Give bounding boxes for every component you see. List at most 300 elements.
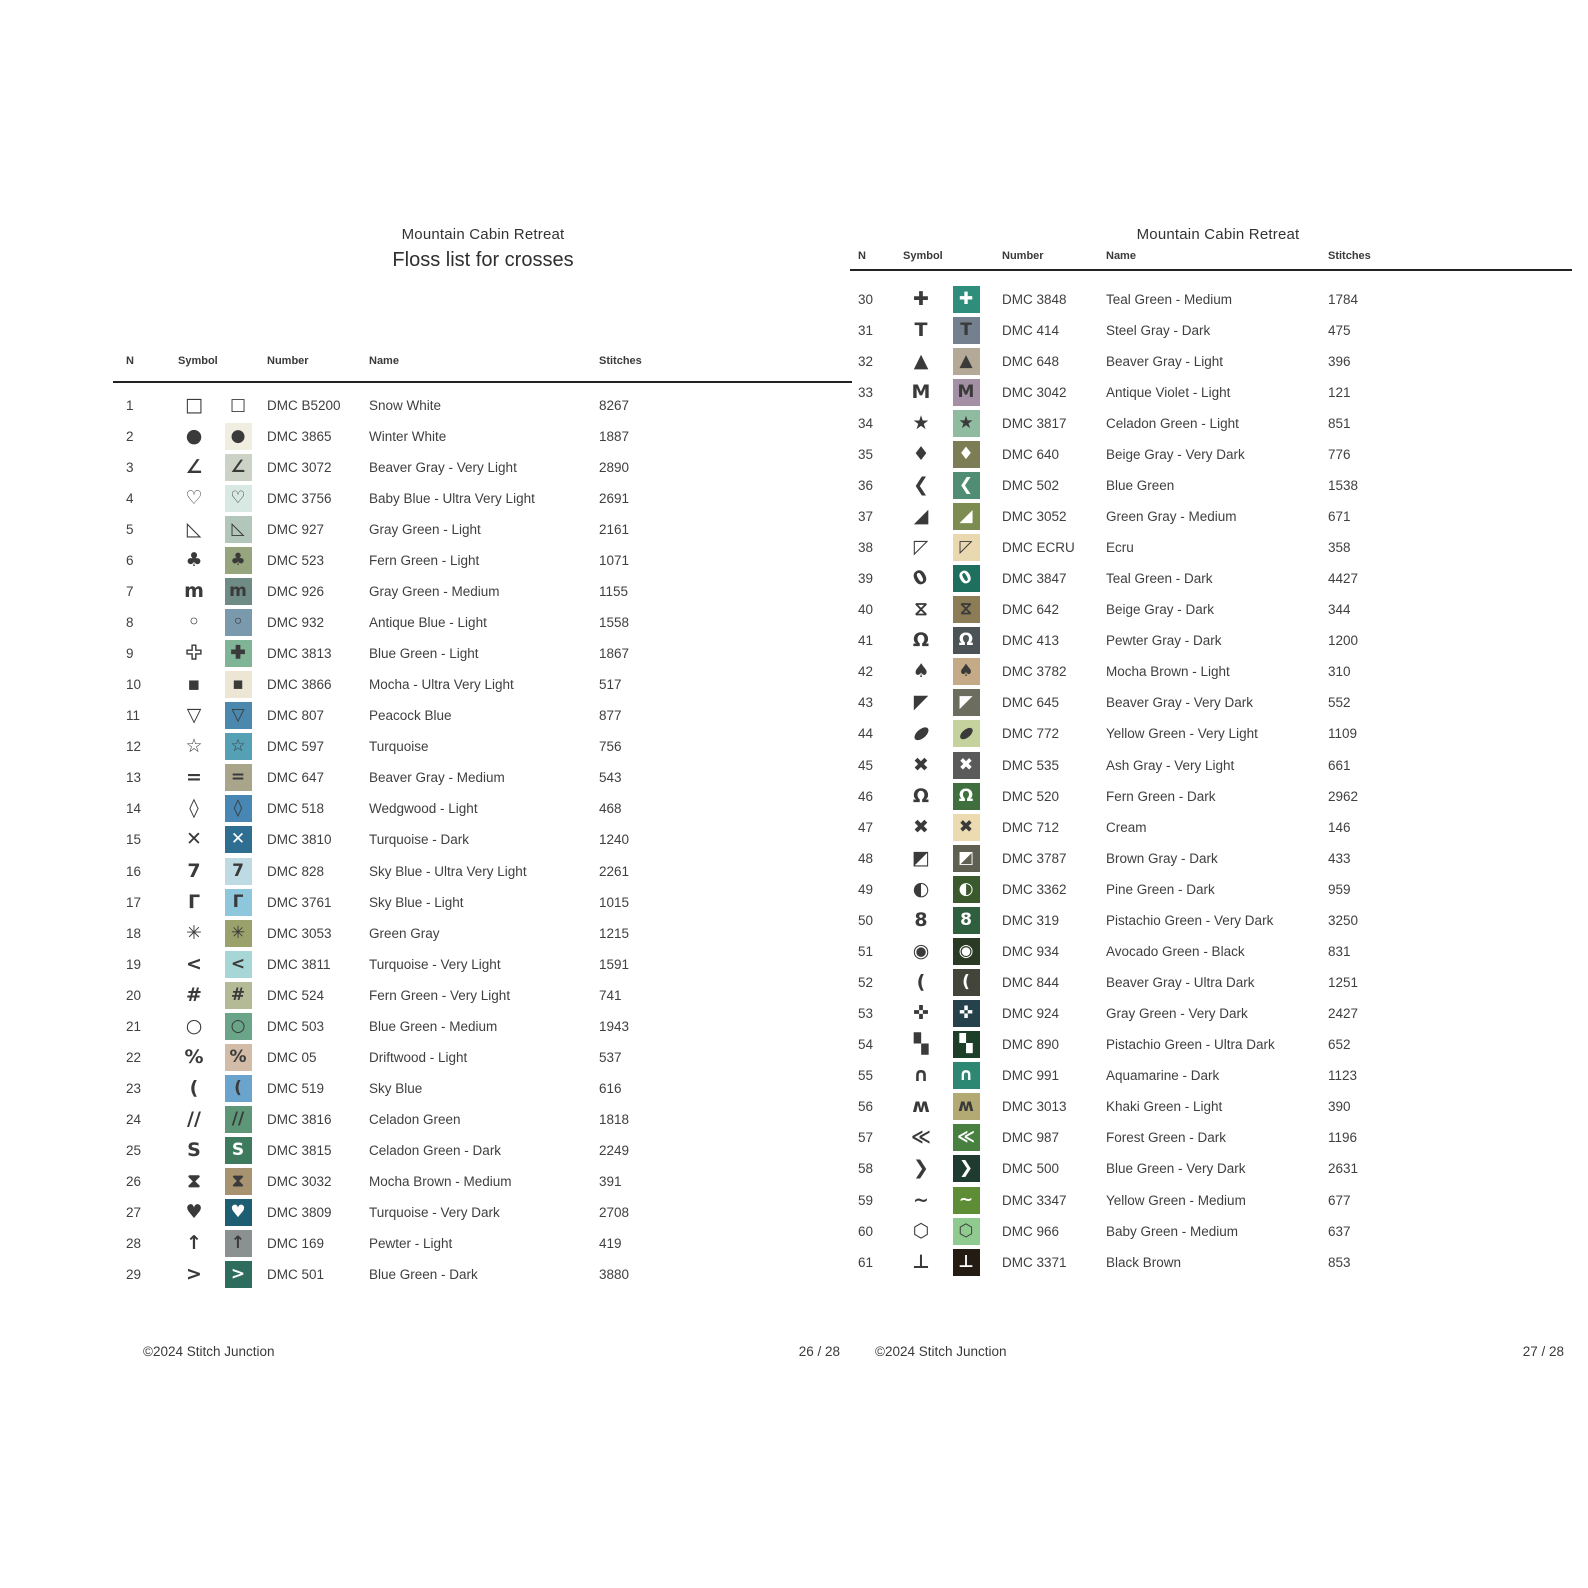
stitch-symbol-glyph: ○ [185,1014,203,1037]
row-number: 35 [858,446,874,462]
floss-name: Turquoise - Dark [369,832,470,848]
stitch-count: 1123 [1328,1068,1358,1084]
stitch-count: 2708 [599,1205,630,1221]
table-row [0,346,1588,377]
row-number: 3 [126,459,134,475]
floss-number: DMC 640 [1002,446,1060,462]
row-number: 55 [858,1068,874,1084]
stitch-symbol [899,812,943,843]
swatch-symbol-glyph: 0 [955,566,976,590]
swatch-symbol-glyph: ◉ [958,940,974,961]
table-row [0,284,1588,315]
stitch-symbol [899,656,943,687]
table-row [0,501,1588,532]
stitch-count: 652 [1328,1037,1351,1053]
row-number: 4 [126,490,134,506]
color-swatch [953,596,980,623]
swatch-symbol-glyph: // [231,1109,245,1130]
stitch-count: 831 [1328,943,1351,959]
color-swatch [953,565,980,592]
swatch-symbol-glyph: Ω [958,785,974,806]
stitch-symbol [899,781,943,812]
stitch-count: 433 [1328,850,1351,866]
stitch-count: 8267 [599,397,630,413]
row-number: 38 [858,540,874,556]
stitch-count: 2261 [599,863,630,879]
left-page-title: Mountain Cabin Retreat [401,226,565,243]
floss-number: DMC 3053 [267,925,332,941]
floss-name: Beaver Gray - Very Dark [1106,695,1254,711]
stitch-count: 1558 [599,614,630,630]
floss-number: DMC 3782 [1002,664,1067,680]
row-number: 14 [126,801,142,817]
row-number: 48 [858,850,874,866]
floss-name: Snow White [369,397,442,413]
floss-number: DMC 169 [267,1236,325,1252]
stitch-symbol [899,1153,943,1184]
floss-number: DMC 3761 [267,894,332,910]
row-number: 25 [126,1143,142,1159]
floss-name: Green Gray - Medium [1106,508,1237,524]
floss-name: Black Brown [1106,1254,1182,1270]
row-number: 53 [858,1006,874,1022]
floss-number: DMC 3866 [267,677,332,693]
stitch-count: 1071 [599,552,630,568]
row-number: 44 [858,726,874,742]
floss-name: Celadon Green [369,1112,461,1128]
floss-name: Sky Blue - Light [369,894,464,910]
table-row [0,1185,1588,1216]
stitch-symbol [899,843,943,874]
stitch-count: 851 [1328,415,1351,431]
floss-name: Beaver Gray - Very Light [369,459,517,475]
swatch-symbol-glyph: ✕ [230,829,246,850]
floss-number: DMC 502 [1002,477,1060,493]
stitch-symbol-glyph: ♠ [912,660,930,683]
stitch-symbol [899,439,943,470]
floss-name: Beaver Gray - Light [1106,353,1224,369]
row-number: 31 [858,322,874,338]
stitch-count: 1251 [1328,975,1359,991]
color-swatch [953,534,980,561]
stitch-count: 358 [1328,540,1351,556]
row-number: 32 [858,353,874,369]
stitch-count: 3250 [1328,912,1359,928]
color-swatch [953,1031,980,1058]
floss-number: DMC 645 [1002,695,1060,711]
table-row [0,750,1588,781]
table-row [0,718,1588,749]
stitch-symbol-glyph: ❮ [913,473,929,496]
floss-number: DMC 3371 [1002,1254,1067,1270]
floss-number: DMC 413 [1002,633,1060,649]
color-swatch [953,348,980,375]
table-row [0,812,1588,843]
floss-name: Driftwood - Light [369,1049,468,1065]
stitch-count: 2691 [599,490,630,506]
stitch-symbol-glyph: ⧖ [914,598,928,621]
swatch-symbol-glyph: ◊ [233,798,243,819]
color-swatch [953,410,980,437]
color-swatch [953,938,980,965]
stitch-symbol-glyph: ◦ [187,610,201,633]
row-number: 21 [126,1018,142,1034]
row-number: 8 [126,614,134,630]
floss-name: Yellow Green - Medium [1106,1192,1246,1208]
table-row [0,594,1588,625]
floss-name: Baby Blue - Ultra Very Light [369,490,535,506]
row-number: 45 [858,757,874,773]
stitch-symbol-glyph: ✕ [186,828,202,851]
stitch-count: 671 [1328,508,1351,524]
color-swatch [953,845,980,872]
swatch-symbol-glyph: < [230,953,246,974]
floss-name: Beaver Gray - Medium [369,770,505,786]
stitch-symbol-glyph: ▚ [913,1033,929,1056]
stitch-count: 1109 [1328,726,1358,742]
row-number: 23 [126,1081,142,1097]
stitch-symbol-glyph: □ [185,393,203,416]
stitch-count: 1784 [1328,291,1359,307]
swatch-symbol-glyph: ◩ [957,847,975,868]
stitch-symbol [899,1122,943,1153]
row-number: 59 [858,1192,874,1208]
row-number: 43 [858,695,874,711]
stitch-count: 468 [599,801,622,817]
stitch-count: 391 [599,1174,622,1190]
row-number: 41 [858,633,874,649]
color-swatch [953,876,980,903]
stitch-symbol [899,408,943,439]
right-footer-page-number: 27 / 28 [1522,1344,1564,1359]
row-number: 51 [858,943,874,959]
table-row [0,315,1588,346]
swatch-symbol-glyph: Γ [232,891,244,912]
floss-name: Turquoise - Very Light [369,956,501,972]
stitch-count: 1538 [1328,477,1359,493]
floss-number: DMC 772 [1002,726,1060,742]
floss-name: Celadon Green - Light [1106,415,1239,431]
stitch-symbol-glyph: Ω [912,629,930,652]
row-number: 60 [858,1223,874,1239]
floss-name: Fern Green - Light [369,552,480,568]
color-swatch [953,317,980,344]
swatch-symbol-glyph: T [960,319,972,340]
stitch-symbol-glyph: ✚ [913,287,929,310]
right-header-number: Number [1002,250,1044,262]
stitch-symbol-glyph: ◐ [912,877,930,900]
stitch-symbol-glyph: S [187,1139,201,1162]
swatch-symbol-glyph: ✚ [230,643,246,664]
table-row [0,874,1588,905]
stitch-symbol [899,1060,943,1091]
stitch-count: 310 [1328,664,1351,680]
table-row [0,1122,1588,1153]
right-header-stitches: Stitches [1328,250,1371,262]
row-number: 6 [126,552,134,568]
floss-number: DMC 828 [267,863,325,879]
row-number: 28 [126,1236,142,1252]
swatch-symbol-glyph: ∩ [959,1065,973,1086]
swatch-symbol-glyph: □ [229,394,247,415]
floss-name: Wedgwood - Light [369,801,478,817]
floss-number: DMC 519 [267,1081,325,1097]
table-row [0,781,1588,812]
row-number: 9 [126,646,134,662]
stitch-symbol-glyph: = [186,766,202,789]
swatch-symbol-glyph: ( [962,972,970,993]
right-header-symbol: Symbol [903,250,943,262]
stitch-symbol [899,625,943,656]
table-row [0,936,1588,967]
stitch-symbol-glyph: ✳ [186,921,202,944]
floss-number: DMC 890 [1002,1037,1060,1053]
stitch-count: 1943 [599,1018,630,1034]
stitch-symbol-glyph: ∠ [185,455,203,478]
left-header-n: N [126,355,134,367]
row-number: 46 [858,788,874,804]
stitch-count: 4427 [1328,571,1359,587]
table-row [0,656,1588,687]
stitch-symbol [899,284,943,315]
left-footer-page-number: 26 / 28 [798,1344,840,1359]
color-swatch [953,1187,980,1214]
floss-name: Turquoise - Very Dark [369,1205,500,1221]
row-number: 52 [858,975,874,991]
stitch-symbol-glyph: ♦ [912,442,930,465]
swatch-symbol-glyph: > [230,1264,246,1285]
floss-name: Winter White [369,428,447,444]
stitch-count: 1591 [599,956,630,972]
table-row [0,843,1588,874]
swatch-symbol-glyph: S [231,1140,245,1161]
table-row [0,439,1588,470]
table-row [0,1091,1588,1122]
stitch-symbol [899,874,943,905]
stitch-symbol-glyph: 8 [914,908,928,931]
floss-name: Green Gray [369,925,440,941]
stitch-count: 677 [1328,1192,1351,1208]
stitch-symbol-glyph: < [186,952,202,975]
stitch-symbol-glyph: ↑ [186,1232,202,1255]
swatch-symbol-glyph: 8 [960,909,972,930]
swatch-symbol-glyph: ▚ [959,1034,973,1055]
floss-name: Forest Green - Dark [1106,1130,1227,1146]
floss-name: Fern Green - Dark [1106,788,1216,804]
floss-name: Khaki Green - Light [1106,1099,1223,1115]
row-number: 54 [858,1037,874,1053]
stitch-symbol-glyph: Ω [912,784,930,807]
floss-name: Beige Gray - Dark [1106,602,1215,618]
row-number: 19 [126,956,142,972]
swatch-symbol-glyph: ( [234,1078,242,1099]
table-row [0,905,1588,936]
floss-number: DMC 3809 [267,1205,332,1221]
color-swatch [953,1249,980,1276]
stitch-symbol-glyph: ✖ [913,753,929,776]
stitch-count: 1155 [599,583,629,599]
stitch-symbol-glyph: ★ [912,411,930,434]
stitch-count: 121 [1328,384,1351,400]
swatch-symbol-glyph: ✚ [958,288,974,309]
right-header-name: Name [1106,250,1136,262]
floss-number: DMC 3813 [267,646,332,662]
stitch-count: 2962 [1328,788,1359,804]
swatch-symbol-glyph: ★ [958,412,974,433]
floss-number: DMC 500 [1002,1161,1060,1177]
stitch-symbol [899,1029,943,1060]
swatch-symbol-glyph: ◢ [959,505,973,526]
floss-number: DMC 991 [1002,1068,1060,1084]
table-row [0,967,1588,998]
floss-name: Pistachio Green - Ultra Dark [1106,1037,1275,1053]
floss-name: Sky Blue - Ultra Very Light [369,863,527,879]
color-swatch [953,503,980,530]
stitch-symbol-glyph: ♡ [185,486,203,509]
floss-name: Yellow Green - Very Light [1106,726,1258,742]
stitch-count: 1887 [599,428,630,444]
row-number: 11 [126,708,141,724]
swatch-symbol-glyph: ❮ [958,474,974,495]
stitch-symbol-glyph: ❯ [913,1157,929,1180]
floss-name: Teal Green - Medium [1106,291,1233,307]
row-number: 47 [858,819,874,835]
floss-name: Teal Green - Dark [1106,571,1213,587]
swatch-symbol-glyph: ◤ [959,692,973,713]
stitch-symbol-glyph: m [184,579,204,602]
stitch-symbol-glyph: ✜ [913,1002,929,1025]
table-row [0,1247,1588,1278]
floss-name: Ash Gray - Very Light [1106,757,1235,773]
stitch-symbol-glyph: T [914,318,928,341]
table-row [0,408,1588,439]
row-number: 33 [858,384,874,400]
row-number: 1 [126,397,134,413]
stitch-symbol-glyph: ☆ [185,735,203,758]
floss-name: Avocado Green - Black [1106,943,1245,959]
row-number: 34 [858,415,874,431]
row-number: 40 [858,602,874,618]
swatch-symbol-glyph: ✖ [958,754,974,775]
swatch-symbol-glyph: M [957,381,975,402]
stitch-symbol [899,998,943,1029]
row-number: 39 [858,571,874,587]
floss-number: DMC 807 [267,708,325,724]
row-number: 18 [126,925,142,941]
stitch-symbol-glyph: ✚ [186,642,202,665]
floss-number: DMC 518 [267,801,325,817]
floss-number: DMC 3848 [1002,291,1067,307]
row-number: 50 [858,912,874,928]
floss-number: DMC 3811 [267,956,331,972]
color-swatch [953,969,980,996]
floss-name: Blue Green - Light [369,646,479,662]
stitch-count: 2631 [1328,1161,1359,1177]
floss-number: DMC 647 [267,770,325,786]
stitch-count: 877 [599,708,622,724]
floss-name: Steel Gray - Dark [1106,322,1211,338]
right-footer-copyright: ©2024 Stitch Junction [875,1344,1007,1359]
floss-number: DMC 924 [1002,1006,1060,1022]
floss-number: DMC 648 [1002,353,1060,369]
color-swatch [953,783,980,810]
swatch-symbol-glyph: ● [230,425,246,446]
color-swatch [953,907,980,934]
row-number: 27 [126,1205,142,1221]
color-swatch [953,1093,980,1120]
floss-number: DMC 3756 [267,490,332,506]
floss-name: Antique Blue - Light [369,614,487,630]
floss-name: Gray Green - Very Dark [1106,1006,1248,1022]
stitch-count: 1015 [599,894,630,910]
floss-name: Pewter Gray - Dark [1106,633,1222,649]
stitch-symbol [899,532,943,563]
left-page-subtitle: Floss list for crosses [392,249,574,271]
swatch-symbol-glyph: ♦ [958,443,974,464]
swatch-symbol-glyph: ○ [230,1015,246,1036]
row-number: 15 [126,832,142,848]
stitch-count: 2427 [1328,1006,1359,1022]
table-row [0,532,1588,563]
floss-number: DMC 3816 [267,1112,332,1128]
swatch-symbol-glyph: ↑ [230,1233,246,1254]
row-number: 7 [126,583,134,599]
floss-name: Mocha - Ultra Very Light [369,677,514,693]
floss-name: Mocha Brown - Medium [369,1174,512,1190]
table-row [0,1029,1588,1060]
floss-number: DMC 927 [267,521,325,537]
row-number: 42 [858,664,874,680]
stitch-symbol-glyph: 7 [187,859,201,882]
floss-name: Sky Blue [369,1081,423,1097]
stitch-symbol-glyph: ▲ [913,349,929,372]
left-header-name: Name [369,355,399,367]
floss-name: Blue Green [1106,477,1175,493]
stitch-symbol-glyph: # [186,983,202,1006]
stitch-symbol-glyph: ▽ [186,704,202,727]
color-swatch [953,689,980,716]
swatch-symbol-glyph: ♡ [230,487,246,508]
swatch-symbol-glyph: ▽ [231,705,245,726]
stitch-symbol-glyph: ● [909,722,933,746]
stitch-count: 1215 [599,925,630,941]
swatch-symbol-glyph: ⧗ [232,1171,244,1192]
swatch-symbol-glyph: m [229,580,247,601]
stitch-count: 1867 [599,646,630,662]
stitch-symbol-glyph: ∩ [913,1064,929,1087]
stitch-count: 1240 [599,832,630,848]
floss-number: DMC 3847 [1002,571,1067,587]
color-swatch [953,658,980,685]
floss-number: DMC 3042 [1002,384,1067,400]
row-number: 13 [126,770,142,786]
row-number: 56 [858,1099,874,1115]
stitch-count: 390 [1328,1099,1351,1115]
stitch-symbol [899,1185,943,1216]
color-swatch [953,627,980,654]
stitch-count: 537 [599,1049,622,1065]
row-number: 36 [858,477,874,493]
stitch-symbol-glyph: ◢ [913,504,929,527]
row-number: 20 [126,987,142,1003]
stitch-symbol-glyph: ◺ [186,517,202,540]
row-number: 12 [126,739,142,755]
table-row [0,1153,1588,1184]
stitch-symbol [899,718,943,749]
floss-number: DMC 503 [267,1018,325,1034]
row-number: 10 [126,677,142,693]
stitch-count: 3880 [599,1267,630,1283]
